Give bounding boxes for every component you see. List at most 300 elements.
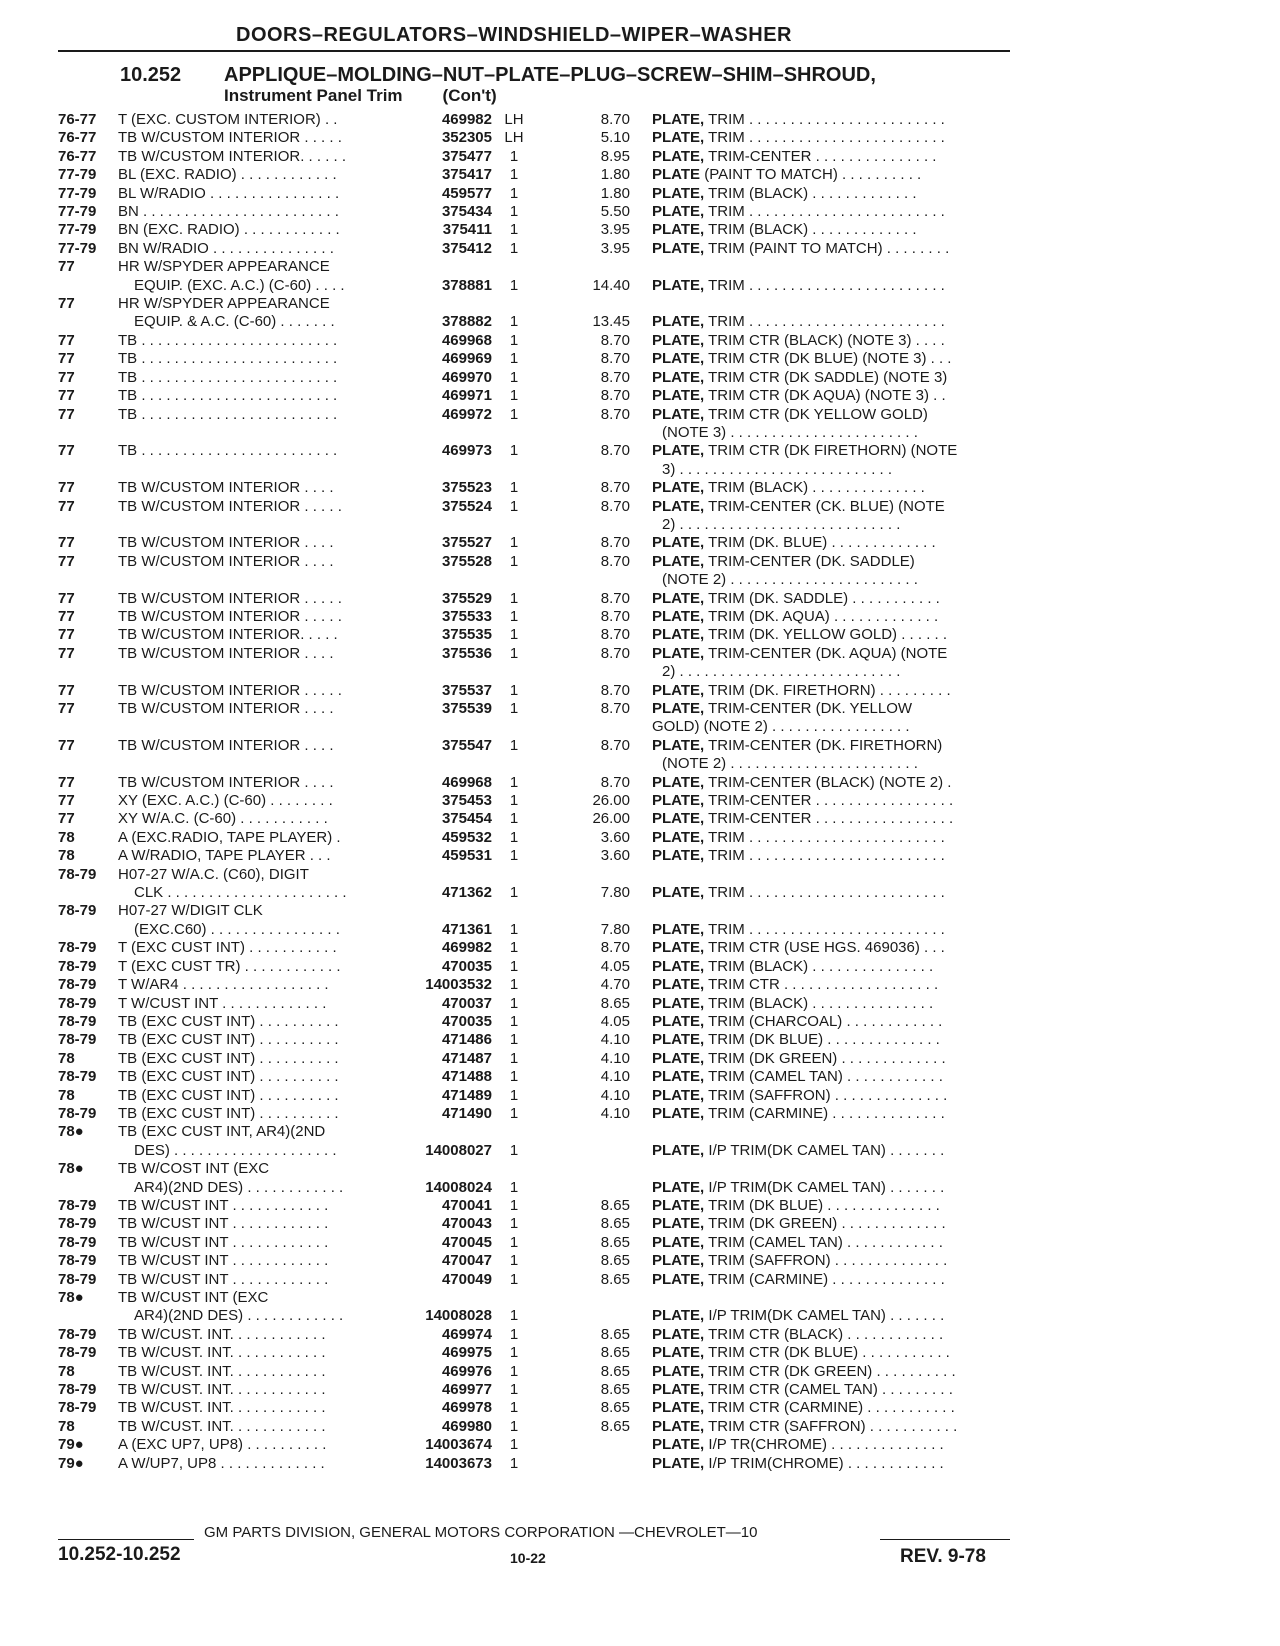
part-name (652, 1050, 1012, 1068)
price: 8.65 (600, 1233, 630, 1251)
part-name (652, 682, 1012, 700)
part-name-keyword: PLATE, (652, 976, 705, 994)
part-name-detail: TRIM CTR (CAMEL TAN) . . . . . . . . . (704, 1381, 953, 1399)
model-year: 77 (58, 810, 75, 828)
quantity: 1 (509, 1196, 519, 1214)
part-name-keyword: PLATE, (652, 387, 705, 405)
part-name-detail: TRIM (BLACK) . . . . . . . . . . . . . . . (704, 994, 934, 1012)
part-name-detail: TRIM (CAMEL TAN) . . . . . . . . . . . . (704, 1068, 943, 1086)
application-desc: T (EXC CUST TR) . . . . . . . . . . . . (118, 957, 341, 975)
part-name-keyword: PLATE, (652, 1325, 705, 1343)
parts-row (0, 1289, 1280, 1307)
parts-row (0, 185, 1280, 203)
application-desc: TB . . . . . . . . . . . . . . . . . . . . . . . . (118, 331, 338, 349)
part-number: 469971 (441, 387, 492, 405)
quantity: 1 (509, 607, 519, 625)
parts-row (0, 1436, 1280, 1454)
part-name (652, 884, 1012, 902)
part-name-keyword: PLATE, (652, 1362, 705, 1380)
part-number: 469976 (441, 1362, 492, 1380)
price: 1.80 (600, 184, 630, 202)
price: 5.50 (600, 203, 630, 221)
part-name (652, 976, 1012, 994)
model-year: 78-79 (58, 1031, 97, 1049)
application-desc: TB . . . . . . . . . . . . . . . . . . . . . . . . (118, 387, 338, 405)
quantity: 1 (509, 644, 519, 662)
model-year: 78-79 (58, 1399, 97, 1417)
quantity: 1 (509, 736, 519, 754)
part-name-keyword: PLATE, (652, 884, 705, 902)
part-name-detail: TRIM (BLACK) . . . . . . . . . . . . . . . (704, 957, 934, 975)
part-number: 375529 (441, 589, 492, 607)
part-name (652, 553, 1012, 571)
application-desc: BN (EXC. RADIO) . . . . . . . . . . . . (118, 221, 340, 239)
part-name (652, 221, 1012, 239)
quantity: 1 (509, 239, 519, 257)
part-name-keyword: PLATE, (652, 1399, 705, 1417)
price: 8.70 (600, 479, 630, 497)
part-number: 375536 (441, 644, 492, 662)
price: 8.70 (600, 681, 630, 699)
section-number: 10.252 (120, 64, 182, 86)
model-year: 78 (58, 1417, 75, 1435)
quantity: 1 (509, 810, 519, 828)
part-name-keyword: PLATE, (652, 1049, 705, 1067)
quantity: 1 (509, 1049, 519, 1067)
part-name-detail: TRIM CTR (DK BLUE) (NOTE 3) . . . (704, 350, 952, 368)
quantity: 1 (509, 442, 519, 460)
part-name-detail: TRIM-CENTER . . . . . . . . . . . . . . . . . (704, 810, 954, 828)
parts-row (0, 1455, 1280, 1473)
part-name-detail: TRIM (DK BLUE) . . . . . . . . . . . . . . (704, 1031, 940, 1049)
parts-row (0, 1399, 1280, 1417)
part-name (652, 332, 1012, 350)
parts-row (0, 571, 1280, 589)
model-year: 77 (58, 773, 75, 791)
model-year: 77 (58, 607, 75, 625)
quantity: 1 (509, 203, 519, 221)
part-name (652, 829, 1012, 847)
footer-revision: REV. 9-78 (900, 1546, 986, 1567)
part-number: 470043 (441, 1215, 492, 1233)
section-subtitle (224, 86, 497, 106)
part-name-keyword: PLATE, (652, 1104, 705, 1122)
parts-row (0, 700, 1280, 718)
application-desc: TB W/CUST. INT. . . . . . . . . . . . (118, 1399, 326, 1417)
part-name (652, 700, 1012, 718)
quantity: 1 (509, 1178, 519, 1196)
parts-row (0, 1271, 1280, 1289)
part-name (652, 1307, 1012, 1325)
quantity: 1 (509, 976, 519, 994)
price: 3.95 (600, 221, 630, 239)
part-name-detail: (NOTE 2) . . . . . . . . . . . . . . . . . . . . . . . (662, 755, 918, 773)
part-name (652, 516, 1012, 534)
model-year: 77 (58, 368, 75, 386)
application-desc: TB W/CUST INT . . . . . . . . . . . . (118, 1196, 329, 1214)
part-number: 471487 (441, 1049, 492, 1067)
parts-row (0, 258, 1280, 276)
application-desc: TB . . . . . . . . . . . . . . . . . . . . . . . . (118, 350, 338, 368)
model-year: 77 (58, 534, 75, 552)
part-name-keyword: PLATE, (652, 313, 705, 331)
quantity: 1 (509, 1325, 519, 1343)
price: 8.70 (600, 350, 630, 368)
parts-row (0, 1234, 1280, 1252)
application-desc: TB (EXC CUST INT) . . . . . . . . . . (118, 1031, 339, 1049)
part-name-keyword: PLATE, (652, 847, 705, 865)
application-desc: TB W/CUSTOM INTERIOR . . . . (118, 773, 334, 791)
part-name-detail: TRIM CTR (DK GREEN) . . . . . . . . . . (704, 1362, 956, 1380)
parts-row (0, 1197, 1280, 1215)
application-desc: TB W/CUST. INT. . . . . . . . . . . . (118, 1325, 326, 1343)
part-name-keyword: PLATE, (652, 442, 705, 460)
application-desc: (EXC.C60) . . . . . . . . . . . . . . . . (134, 920, 340, 938)
model-year: 77 (58, 626, 75, 644)
application-desc: T (EXC CUST INT) . . . . . . . . . . . (118, 939, 337, 957)
part-number: 459577 (441, 184, 492, 202)
part-name-detail: 2) . . . . . . . . . . . . . . . . . . . . . . . . . . . (662, 663, 901, 681)
part-name (652, 111, 1012, 129)
part-name-detail: TRIM . . . . . . . . . . . . . . . . . . . . . . . . (704, 920, 945, 938)
quantity: 1 (509, 405, 519, 423)
part-number: 469975 (441, 1344, 492, 1362)
part-name-detail: TRIM (DK GREEN) . . . . . . . . . . . . . (704, 1215, 946, 1233)
model-year: 77-79 (58, 239, 97, 257)
part-name-detail: TRIM (BLACK) . . . . . . . . . . . . . (704, 221, 917, 239)
quantity: 1 (509, 534, 519, 552)
part-name (652, 1142, 1012, 1160)
application-desc: H07-27 W/DIGIT CLK (118, 902, 263, 920)
model-year: 77 (58, 736, 75, 754)
part-name (652, 1399, 1012, 1417)
parts-row (0, 240, 1280, 258)
model-year: 78 (58, 847, 75, 865)
part-name-keyword: PLATE, (652, 1215, 705, 1233)
model-year: 78● (58, 1123, 84, 1141)
price: 8.70 (600, 387, 630, 405)
model-year: 78-79 (58, 1215, 97, 1233)
price: 13.45 (592, 313, 630, 331)
part-name (652, 1179, 1012, 1197)
parts-row (0, 295, 1280, 313)
part-name-detail: TRIM CTR (DK FIRETHORN) (NOTE (704, 442, 958, 460)
parts-row (0, 774, 1280, 792)
model-year: 78-79 (58, 957, 97, 975)
parts-row (0, 902, 1280, 920)
quantity: 1 (509, 1362, 519, 1380)
model-year: 77 (58, 644, 75, 662)
part-name (652, 1363, 1012, 1381)
quantity: 1 (509, 479, 519, 497)
part-number: 469968 (441, 773, 492, 791)
part-name-detail: TRIM . . . . . . . . . . . . . . . . . . . . . . . . (704, 203, 945, 221)
quantity: 1 (509, 1031, 519, 1049)
application-desc: TB W/CUSTOM INTERIOR . . . . (118, 479, 334, 497)
price: 14.40 (592, 276, 630, 294)
part-number: 375523 (441, 479, 492, 497)
model-year: 78-79 (58, 1233, 97, 1251)
part-name (652, 737, 1012, 755)
application-desc: TB W/CUST INT (EXC (118, 1289, 269, 1306)
header-rule (58, 50, 1010, 52)
application-desc: TB . . . . . . . . . . . . . . . . . . . . . . . . (118, 368, 338, 386)
part-name (652, 626, 1012, 644)
parts-row (0, 755, 1280, 773)
parts-row (0, 369, 1280, 387)
quantity: 1 (509, 1252, 519, 1270)
quantity: LH (504, 129, 524, 147)
part-number: 14008028 (425, 1307, 492, 1325)
part-number: 470047 (441, 1252, 492, 1270)
model-year: 78-79 (58, 1344, 97, 1362)
parts-row (0, 718, 1280, 736)
model-year: 77 (58, 479, 75, 497)
part-number: 352305 (441, 129, 492, 147)
quantity: 1 (509, 773, 519, 791)
parts-row (0, 277, 1280, 295)
parts-row (0, 995, 1280, 1013)
part-number: 375528 (441, 552, 492, 570)
parts-row (0, 221, 1280, 239)
part-number: 375477 (441, 147, 492, 165)
model-year: 78-79 (58, 976, 97, 994)
part-number: 375537 (441, 681, 492, 699)
parts-row (0, 1381, 1280, 1399)
quantity: 1 (509, 884, 519, 902)
part-name-detail: TRIM . . . . . . . . . . . . . . . . . . . . . . . . (704, 276, 945, 294)
part-name-keyword: PLATE, (652, 1307, 705, 1325)
part-name-detail: TRIM CTR (DK SADDLE) (NOTE 3) (704, 368, 948, 386)
part-name-detail: TRIM (DK. AQUA) . . . . . . . . . . . . . (704, 607, 939, 625)
part-name-detail: TRIM (SAFFRON) . . . . . . . . . . . . . . (704, 1252, 948, 1270)
part-name-keyword: PLATE, (652, 700, 705, 717)
model-year: 77 (58, 350, 75, 368)
model-year: 78 (58, 1049, 75, 1067)
price: 8.95 (600, 147, 630, 165)
part-name-detail: TRIM-CENTER (DK. AQUA) (NOTE (704, 644, 948, 662)
part-name (652, 1087, 1012, 1105)
part-name-keyword: PLATE, (652, 626, 705, 644)
parts-row (0, 792, 1280, 810)
price: 8.65 (600, 1252, 630, 1270)
part-name (652, 498, 1012, 516)
application-desc: A (EXC.RADIO, TAPE PLAYER) . (118, 828, 341, 846)
quantity: 1 (509, 350, 519, 368)
application-desc: H07-27 W/A.C. (C60), DIGIT (118, 865, 309, 883)
quantity: 1 (509, 1215, 519, 1233)
application-desc: TB W/CUST INT . . . . . . . . . . . . (118, 1252, 329, 1270)
application-desc: TB W/CUST INT . . . . . . . . . . . . (118, 1270, 329, 1288)
price: 8.70 (600, 111, 630, 128)
model-year: 78-79 (58, 939, 97, 957)
price: 8.65 (600, 994, 630, 1012)
part-name (652, 1013, 1012, 1031)
part-number: 375527 (441, 534, 492, 552)
part-name-detail: I/P TRIM(DK CAMEL TAN) . . . . . . . (704, 1307, 945, 1325)
quantity: 1 (509, 681, 519, 699)
part-name (652, 958, 1012, 976)
application-desc: A W/UP7, UP8 . . . . . . . . . . . . . (118, 1454, 325, 1472)
part-name-keyword: PLATE, (652, 221, 705, 239)
part-name-detail: TRIM (SAFFRON) . . . . . . . . . . . . . . (704, 1086, 948, 1104)
application-desc: TB (EXC CUST INT) . . . . . . . . . . (118, 1012, 339, 1030)
quantity: 1 (509, 147, 519, 165)
part-name-detail: (NOTE 2) . . . . . . . . . . . . . . . . . . . . . . . (662, 571, 918, 589)
part-number: 469982 (441, 111, 492, 128)
part-number: 375434 (441, 203, 492, 221)
part-name-keyword: PLATE, (652, 1178, 705, 1196)
parts-row (0, 1252, 1280, 1270)
part-name-detail: TRIM CTR (DK BLUE) . . . . . . . . . . . (704, 1344, 950, 1362)
part-number: 471486 (441, 1031, 492, 1049)
quantity: 1 (509, 847, 519, 865)
model-year: 78-79 (58, 1381, 97, 1399)
model-year: 78 (58, 828, 75, 846)
part-number: 378882 (441, 313, 492, 331)
part-name-detail: TRIM-CENTER (BLACK) (NOTE 2) . (704, 773, 952, 791)
parts-row (0, 350, 1280, 368)
part-number: 14003674 (425, 1436, 492, 1454)
part-name-detail: TRIM CTR (SAFFRON) . . . . . . . . . . . (704, 1417, 958, 1435)
quantity: 1 (509, 387, 519, 405)
model-year: 78-79 (58, 1068, 97, 1086)
price: 4.05 (600, 957, 630, 975)
model-year: 76-77 (58, 147, 97, 165)
part-number: 459531 (441, 847, 492, 865)
part-name-detail: TRIM CTR (BLACK) (NOTE 3) . . . . (704, 331, 945, 349)
part-name (652, 608, 1012, 626)
price: 8.70 (600, 368, 630, 386)
model-year: 78-79 (58, 865, 97, 883)
part-name (652, 810, 1012, 828)
price: 26.00 (592, 810, 630, 828)
price: 1.80 (600, 166, 630, 184)
application-desc: TB W/CUSTOM INTERIOR . . . . . (118, 589, 342, 607)
part-name-keyword: PLATE, (652, 1233, 705, 1251)
part-name-detail: TRIM CTR (USE HGS. 469036) . . . (704, 939, 945, 957)
price: 8.70 (600, 626, 630, 644)
application-desc: T W/AR4 . . . . . . . . . . . . . . . . . . (118, 976, 329, 994)
section-title: APPLIQUE–MOLDING–NUT–PLATE–PLUG–SCREW–SHIM–SHROUD, (224, 64, 876, 86)
price: 8.65 (600, 1417, 630, 1435)
parts-row (0, 516, 1280, 534)
part-name-keyword: PLATE, (652, 405, 705, 423)
quantity: 1 (509, 626, 519, 644)
price: 8.70 (600, 442, 630, 460)
part-name-keyword: PLATE, (652, 1381, 705, 1399)
part-number: 471489 (441, 1086, 492, 1104)
quantity: 1 (509, 1104, 519, 1122)
part-name (652, 1031, 1012, 1049)
part-name (652, 755, 1012, 773)
application-desc: XY (EXC. A.C.) (C-60) . . . . . . . . (118, 792, 333, 810)
application-desc: TB W/CUST. INT. . . . . . . . . . . . (118, 1362, 326, 1380)
model-year: 77 (58, 442, 75, 460)
application-desc: CLK . . . . . . . . . . . . . . . . . . . . . . (134, 884, 347, 902)
quantity: 1 (509, 1270, 519, 1288)
parts-row (0, 829, 1280, 847)
parts-row (0, 1013, 1280, 1031)
part-name-detail: TRIM CTR . . . . . . . . . . . . . . . . . . . (704, 976, 939, 994)
part-name-keyword: PLATE, (652, 1454, 705, 1472)
price: 4.10 (600, 1104, 630, 1122)
part-name-detail: TRIM CTR (DK YELLOW GOLD) (704, 405, 928, 423)
price: 8.70 (600, 939, 630, 957)
part-number: 469972 (441, 405, 492, 423)
part-name (652, 921, 1012, 939)
model-year: 77-79 (58, 184, 97, 202)
parts-row (0, 663, 1280, 681)
price: 7.80 (600, 920, 630, 938)
model-year: 77 (58, 681, 75, 699)
part-name (652, 479, 1012, 497)
application-desc: TB (EXC CUST INT) . . . . . . . . . . (118, 1049, 339, 1067)
parts-row (0, 553, 1280, 571)
footer-rule-left (58, 1539, 194, 1540)
part-name-keyword: PLATE, (652, 239, 705, 257)
quantity: 1 (509, 792, 519, 810)
parts-row (0, 1160, 1280, 1178)
part-name (652, 1381, 1012, 1399)
part-name-detail: (NOTE 3) . . . . . . . . . . . . . . . . . . . . . . . (662, 423, 918, 441)
part-name-detail: TRIM . . . . . . . . . . . . . . . . . . . . . . . . (704, 313, 945, 331)
part-name (652, 185, 1012, 203)
part-name-detail: TRIM . . . . . . . . . . . . . . . . . . . . . . . . (704, 884, 945, 902)
quantity: 1 (509, 313, 519, 331)
parts-row (0, 1179, 1280, 1197)
part-name-detail: I/P TR(CHROME) . . . . . . . . . . . . . . (704, 1436, 944, 1454)
model-year: 78-79 (58, 994, 97, 1012)
part-name-keyword: PLATE, (652, 479, 705, 497)
application-desc: EQUIP. (EXC. A.C.) (C-60) . . . . (134, 276, 345, 294)
price: 4.70 (600, 976, 630, 994)
part-name-keyword: PLATE, (652, 939, 705, 957)
price: 8.70 (600, 405, 630, 423)
part-number: 375533 (441, 607, 492, 625)
parts-row (0, 737, 1280, 755)
part-number: 375454 (441, 810, 492, 828)
part-name-detail: TRIM (BLACK) . . . . . . . . . . . . . (704, 184, 917, 202)
part-number: 469970 (441, 368, 492, 386)
application-desc: TB W/COST INT (EXC (118, 1160, 270, 1178)
model-year: 77-79 (58, 203, 97, 221)
quantity: 1 (509, 920, 519, 938)
quantity: 1 (509, 1086, 519, 1104)
part-name (652, 774, 1012, 792)
quantity: 1 (509, 221, 519, 239)
parts-row (0, 866, 1280, 884)
quantity: 1 (509, 957, 519, 975)
part-number: 469978 (441, 1399, 492, 1417)
quantity: 1 (509, 1381, 519, 1399)
part-name-detail: TRIM . . . . . . . . . . . . . . . . . . . . . . . . (704, 828, 945, 846)
part-name-detail: TRIM (DK. FIRETHORN) . . . . . . . . . (704, 681, 951, 699)
part-name (652, 240, 1012, 258)
part-name-keyword: PLATE, (652, 147, 705, 165)
price: 8.70 (600, 534, 630, 552)
part-name-keyword: PLATE, (652, 681, 705, 699)
quantity: 1 (509, 1454, 519, 1472)
part-name-keyword: PLATE, (652, 1270, 705, 1288)
model-year: 77 (58, 589, 75, 607)
quantity: 1 (509, 166, 519, 184)
part-number: 469969 (441, 350, 492, 368)
part-name-keyword: PLATE, (652, 1031, 705, 1049)
parts-row (0, 682, 1280, 700)
part-name (652, 1436, 1012, 1454)
part-name (652, 1068, 1012, 1086)
